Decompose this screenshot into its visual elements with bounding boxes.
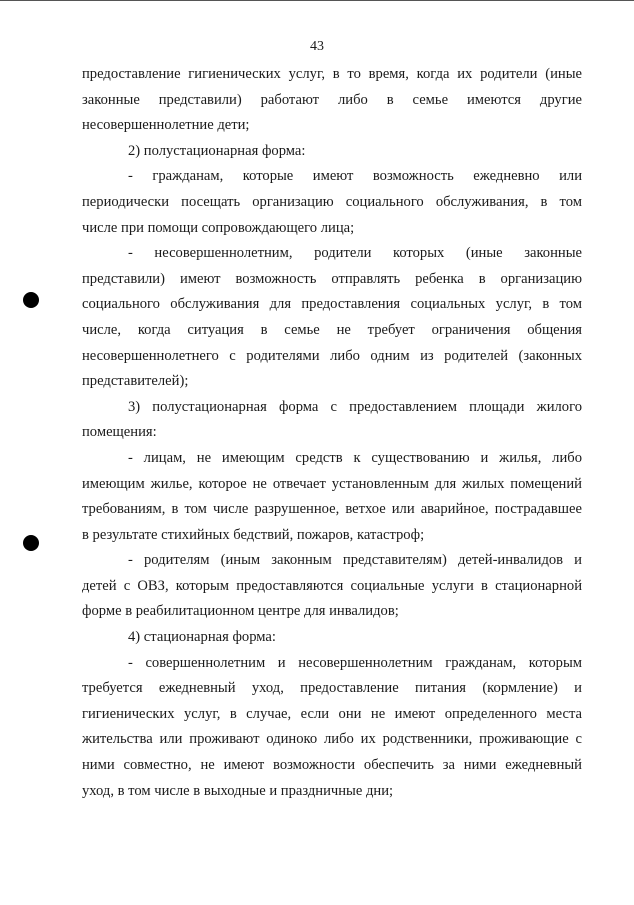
text-line: требованиям, в том числе разрушенное, ветхое или аварийное, пострадавшее [82,501,582,518]
text-line: - несовершеннолетним, родители которых (иные законные [128,245,582,262]
text-line: детей с ОВЗ, которым предоставляются социальные услуги в стационарной [82,577,582,594]
text-line: предоставление гигиенических услуг, в то время, когда их родители (иные [82,66,582,82]
text-line: представили) имеют возможность отправлять ребенка в организацию [82,270,582,287]
page-top-border [0,0,634,1]
binder-hole-lower [23,535,39,551]
text-line: числе при помощи сопровождающего лица; [82,219,355,236]
text-line: числе, когда ситуация в семье не требует ограничения общения [82,321,582,338]
text-line: гигиенических услуг, в случае, если они не имеют определенного места [82,705,582,722]
page-number: 43 [310,39,324,54]
text-line: в результате стихийных бедствий, пожаров, катастроф; [82,526,425,543]
binder-hole-upper [23,292,39,308]
document-body [82,62,582,804]
text-line: - родителям (иным законным представителям) детей-инвалидов и [128,552,582,569]
section-heading: 2) полустационарная форма: [128,142,306,159]
text-line: - совершеннолетним и несовершеннолетним гражданам, которым [128,654,582,671]
text-line: законные представили) работают либо в семье имеются другие [82,91,582,108]
text-line: ними совместно, не имеют возможности обеспечить за ними ежедневный [82,757,582,774]
text-line: форме в реабилитационном центре для инвалидов; [82,603,399,620]
section-heading: 3) полустационарная форма с предоставлением площади жилого [128,398,582,415]
text-line: несовершеннолетние дети; [82,117,250,134]
text-line: уход, в том числе в выходные и праздничные дни; [82,782,394,799]
text-line: периодически посещать организацию социального обслуживания, в том [82,193,582,210]
text-line: помещения: [82,424,157,441]
text-line: социального обслуживания для предоставления социальных услуг, в том [82,296,582,313]
text-line: жительства или проживают одиноко либо их родственники, проживающие с [82,731,582,748]
text-line: - гражданам, которые имеют возможность ежедневно или [128,168,582,185]
text-line: - лицам, не имеющим средств к существованию и жилья, либо [128,449,582,466]
text-line: несовершеннолетнего с родителями либо одним из родителей (законных [82,347,582,364]
text-line: требуется ежедневный уход, предоставление питания (кормление) и [82,680,582,697]
text-line: имеющим жилье, которое не отвечает установленным для жилых помещений [82,475,582,492]
section-heading: 4) стационарная форма: [128,629,276,646]
text-line: представителей); [82,373,189,390]
